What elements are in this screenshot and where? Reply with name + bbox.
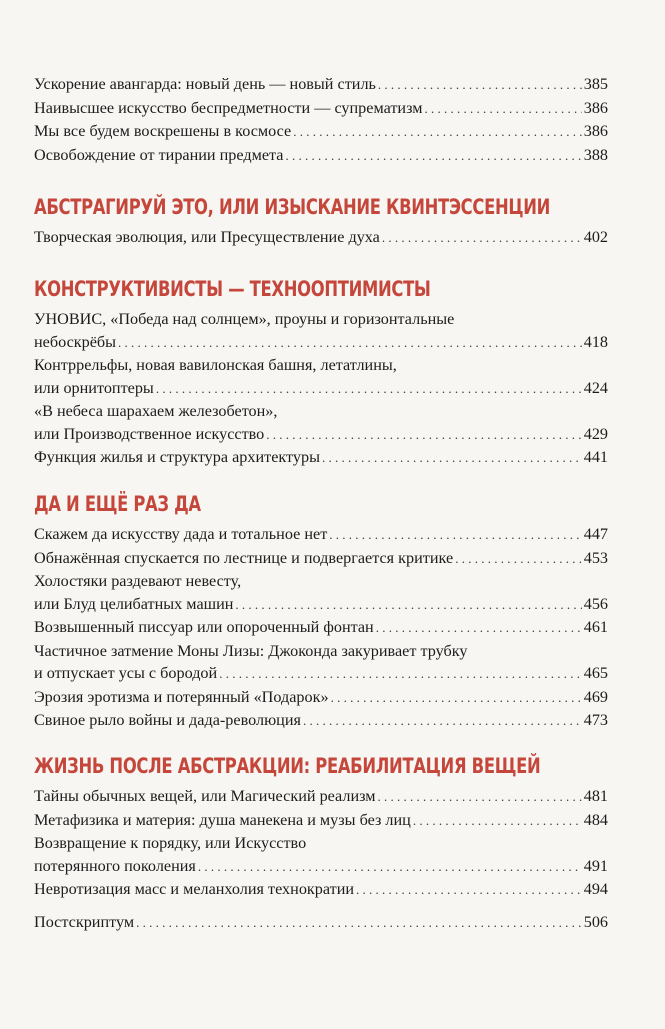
toc-section: [34, 749, 608, 902]
toc-entry: [34, 709, 608, 733]
toc-entry-page: 386: [583, 98, 608, 117]
toc-entry-page: 456: [583, 594, 608, 613]
toc-entry-title: Свиное рыло войны и дада-революция: [34, 711, 301, 729]
toc-entry-title-line: «В небеса шарахаем железобетон»,: [34, 402, 278, 420]
toc-entry: [34, 308, 608, 354]
toc-entry-page: 506: [583, 913, 608, 931]
toc-entry-row: [34, 855, 608, 879]
toc-entry-title-line: Контррельфы, новая вавилонская башня, летатлины,: [34, 356, 397, 374]
toc-entry-page: 481: [583, 787, 608, 805]
toc-entry: [34, 911, 608, 935]
toc-entry: [34, 226, 608, 250]
dot-leader: [293, 121, 582, 144]
toc-section: [34, 911, 608, 935]
toc-entry-title: Возвышенный писсуар или опороченный фонтан: [34, 618, 374, 636]
dot-leader: [425, 98, 582, 121]
toc-entry-row: [34, 662, 608, 686]
toc-entry-title: Метафизика и материя: душа манекена и музы без лиц: [34, 810, 411, 829]
toc-entry-row: [34, 120, 608, 144]
toc-entry: [34, 570, 608, 616]
toc-entry: [34, 446, 608, 470]
toc-entry-page: 494: [583, 880, 608, 898]
dot-leader: [413, 810, 582, 833]
toc-entry: [34, 400, 608, 446]
toc-entry-title: или Производственное искусство: [34, 424, 265, 443]
toc-entry-row: [34, 331, 608, 355]
toc-section: [34, 272, 608, 470]
dot-leader: [235, 594, 581, 617]
toc-entry-page: 453: [583, 548, 608, 567]
toc-entry-row: [34, 709, 608, 733]
toc-entry-title-line: Холостяки раздевают невесту,: [34, 572, 242, 590]
dot-leader: [136, 912, 582, 935]
dot-leader: [382, 227, 582, 250]
toc-entry-page: 473: [583, 711, 608, 729]
toc-entry: [34, 120, 608, 144]
dot-leader: [266, 424, 581, 447]
toc-entry-page: 484: [583, 810, 608, 829]
toc-entry-title: или орнитоптеры: [34, 378, 154, 397]
toc-entry: [34, 97, 608, 121]
toc-entry-page: 418: [583, 332, 608, 351]
toc-entry: [34, 547, 608, 571]
dot-leader: [378, 786, 582, 809]
toc-entry-title: Функция жилья и структура архитектуры: [34, 448, 320, 466]
toc-entry-page: 465: [583, 664, 608, 682]
toc-entry: [34, 523, 608, 547]
dot-leader: [331, 687, 582, 710]
toc-entry-title: Эрозия эротизма и потерянный «Подарок»: [34, 687, 329, 706]
toc-entry-row: [34, 878, 608, 902]
toc-entry-page: 429: [583, 424, 608, 443]
toc-entry: [34, 832, 608, 878]
toc-entry: [34, 686, 608, 710]
toc-entry-title: Обнажённая спускается по лестнице и подвергается критике: [34, 548, 454, 567]
toc-entry-page: 469: [583, 687, 608, 706]
toc-entry-title: потерянного поколения: [34, 856, 196, 875]
toc-entry-page: 447: [583, 525, 608, 543]
toc-entry-row: [34, 523, 608, 547]
dot-leader: [303, 710, 582, 733]
dot-leader: [455, 548, 582, 571]
toc-section: [34, 73, 608, 167]
toc-entry-row: [34, 423, 608, 447]
toc-entry-title: небоскрёбы: [34, 332, 117, 351]
dot-leader: [219, 663, 582, 686]
toc-section: [34, 190, 608, 250]
dot-leader: [156, 378, 582, 401]
toc-entry-title-line: УНОВИС, «Победа над солнцем», проуны и горизонтальные: [34, 310, 455, 328]
dot-leader: [356, 879, 582, 902]
toc-entry-title: Скажем да искусству дада и тотальное нет: [34, 525, 328, 543]
dot-leader: [118, 332, 582, 355]
toc-entry-row: [34, 144, 608, 168]
toc-entry-title: Наивысшее искусство беспредметности — супрематизм: [34, 98, 423, 117]
toc-entry: [34, 640, 608, 686]
toc-entry-title: Тайны обычных вещей, или Магический реализм: [34, 787, 376, 805]
toc-entry-title-line: Частичное затмение Моны Лизы: Джоконда закуривает трубку: [34, 641, 468, 660]
toc-entry-page: 491: [583, 856, 608, 875]
toc-entry-row: [34, 616, 608, 640]
toc-entry-page: 385: [583, 75, 608, 93]
toc-entry-row: [34, 377, 608, 401]
toc-entry-row: [34, 593, 608, 617]
toc-entry-row: [34, 73, 608, 97]
dot-leader: [198, 856, 582, 879]
toc-entry-title: Творческая эволюция, или Пресуществление духа: [34, 228, 380, 246]
toc-entry-row: [34, 226, 608, 250]
dot-leader: [378, 74, 582, 97]
toc-entry: [34, 878, 608, 902]
toc-entry-page: 461: [583, 618, 608, 636]
toc-entry-row: [34, 446, 608, 470]
toc-entry-page: 441: [583, 448, 608, 466]
dot-leader: [322, 447, 582, 470]
dot-leader: [329, 524, 581, 547]
section-heading: АБСТРАГИРУЙ ЭТО, ИЛИ ИЗЫСКАНИЕ КВИНТЭССЕНЦИИ: [34, 195, 551, 219]
toc-entry-title-line: Возвращение к порядку, или Искусство: [34, 834, 307, 852]
section-heading: КОНСТРУКТИВИСТЫ — ТЕХНООПТИМИСТЫ: [34, 277, 431, 301]
toc-entry-page: 388: [583, 145, 608, 164]
toc-entry: [34, 354, 608, 400]
toc-entry-row: [34, 686, 608, 710]
toc-entry-row: [34, 785, 608, 809]
toc-entry-title: Постскриптум: [34, 913, 135, 931]
dot-leader: [376, 617, 582, 640]
section-heading: ЖИЗНЬ ПОСЛЕ АБСТРАКЦИИ: РЕАБИЛИТАЦИЯ ВЕЩЕЙ: [34, 754, 541, 778]
toc-entry-row: [34, 911, 608, 935]
dot-leader: [286, 145, 582, 168]
toc-entry: [34, 785, 608, 809]
section-heading: ДА И ЕЩЁ РАЗ ДА: [34, 492, 201, 516]
toc-entry-page: 386: [583, 122, 608, 140]
toc-entry-title: и отпускает усы с бородой: [34, 664, 218, 682]
toc-entry-row: [34, 809, 608, 833]
toc-entry: [34, 616, 608, 640]
toc-entry-page: 424: [583, 378, 608, 397]
toc-entry-title: или Блуд целибатных машин: [34, 594, 234, 613]
toc-entry-title: Невротизация масс и меланхолия технократии: [34, 880, 355, 898]
toc-entry-row: [34, 97, 608, 121]
toc-section: [34, 487, 608, 733]
toc-entry-row: [34, 547, 608, 571]
toc-entry: [34, 144, 608, 168]
toc-entry: [34, 809, 608, 833]
toc-entry-title: Мы все будем воскрешены в космосе: [34, 122, 292, 140]
toc-entry-title: Ускорение авангарда: новый день — новый стиль: [34, 75, 376, 93]
toc-entry-page: 402: [583, 228, 608, 246]
toc-entry: [34, 73, 608, 97]
toc-entry-title: Освобождение от тирании предмета: [34, 145, 284, 164]
